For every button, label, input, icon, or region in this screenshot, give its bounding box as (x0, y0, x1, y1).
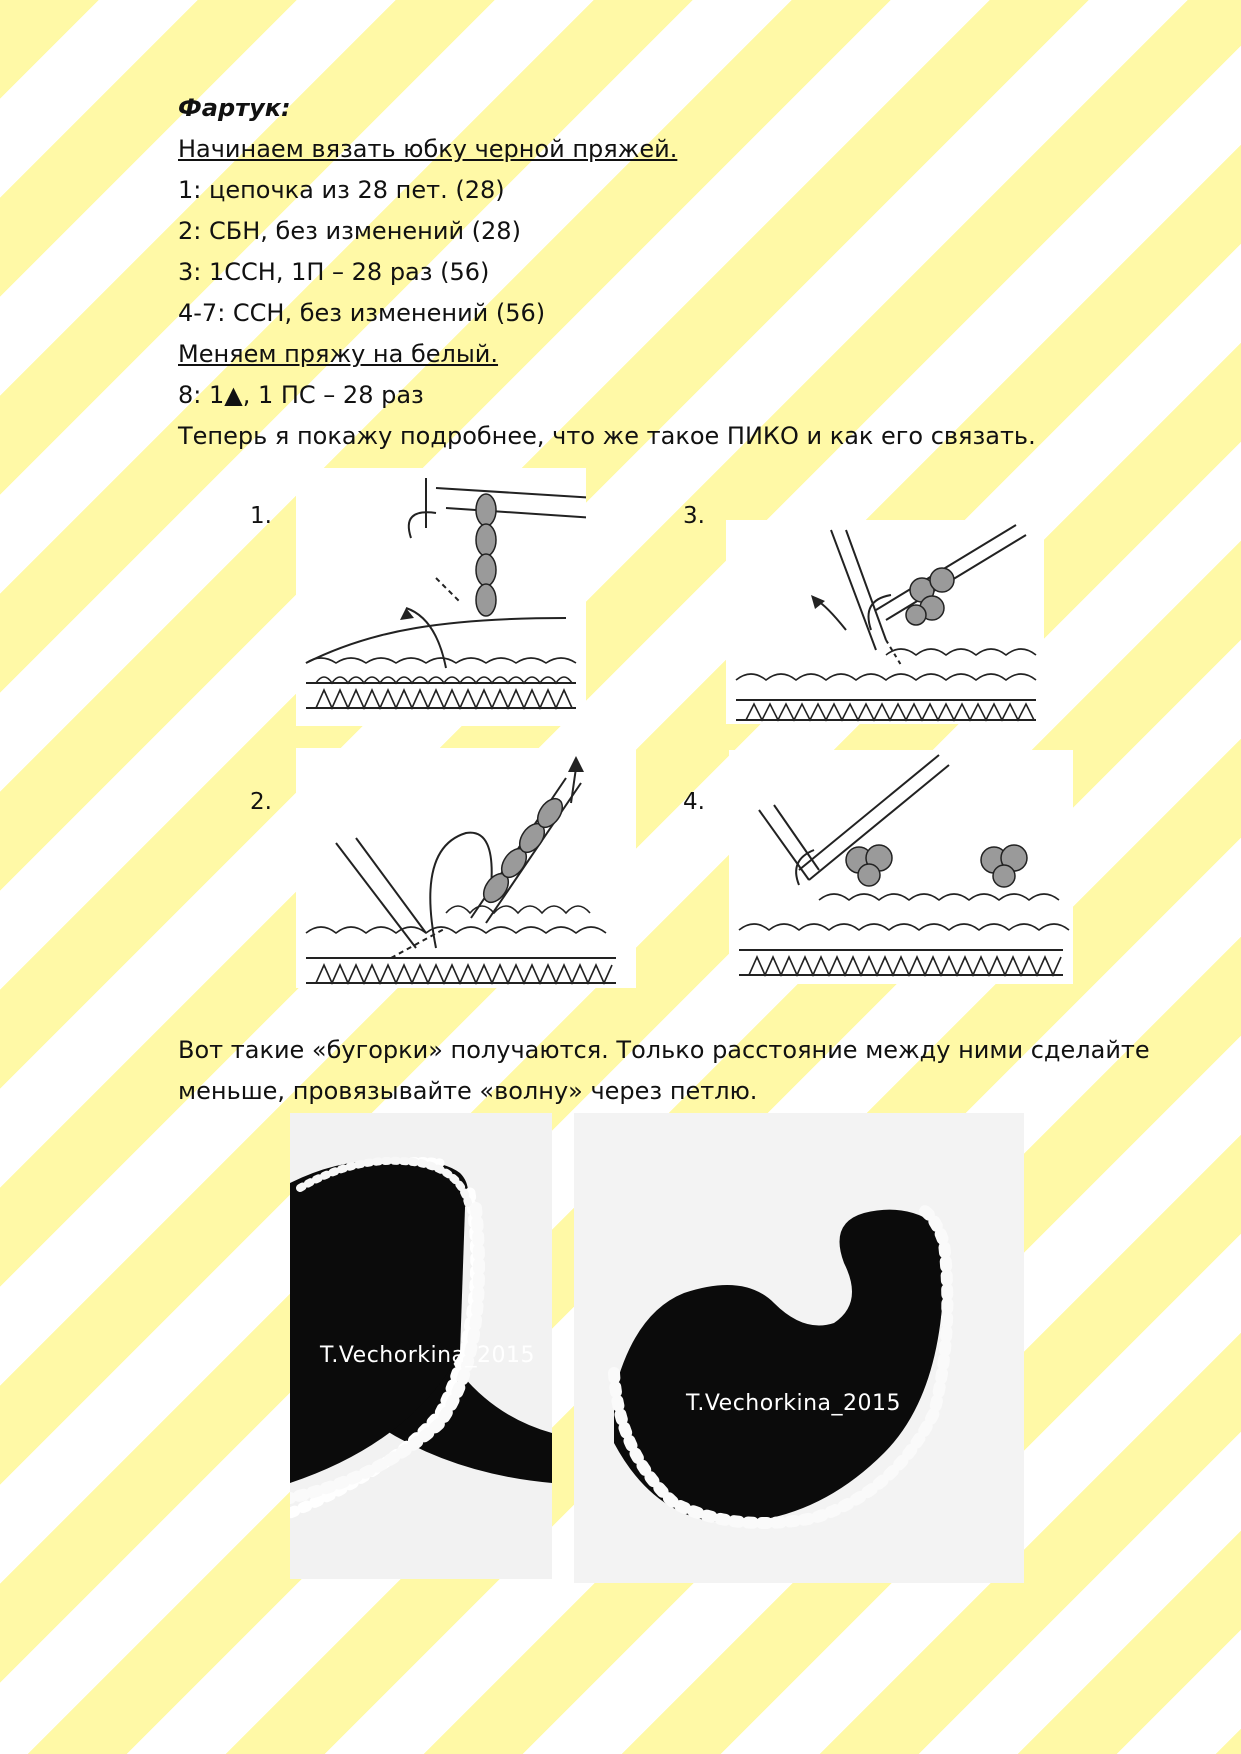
section-title: Фартук: (178, 94, 291, 122)
caption-line: меньше, провязывайте «волну» через петлю. (178, 1077, 758, 1105)
diagram-step-4 (729, 750, 1073, 984)
instruction-line: 4-7: ССН, без изменений (56) (178, 299, 546, 327)
photo-caption (178, 1030, 1150, 1112)
diagram-step-1 (296, 468, 586, 726)
instruction-line: Меняем пряжу на белый. (178, 340, 499, 368)
instruction-line: Теперь я покажу подробнее, что же такое ПИКО и как его связать. (178, 422, 1036, 450)
watermark: T.Vechorkina_2015 (686, 1391, 902, 1416)
instructions (178, 88, 1036, 457)
photo-apron-closeup (290, 1113, 552, 1579)
instruction-line: 3: 1ССН, 1П – 28 раз (56) (178, 258, 490, 286)
step-number: 3. (683, 503, 705, 529)
diagram-step-2 (296, 748, 636, 988)
step-number: 4. (683, 789, 705, 815)
caption-line: Вот такие «бугорки» получаются. Только расстояние между ними сделайте (178, 1036, 1150, 1064)
instruction-line: 2: СБН, без изменений (28) (178, 217, 521, 245)
watermark: T.Vechorkina_2015 (320, 1343, 536, 1368)
step-number: 2. (250, 789, 272, 815)
photo-apron-full (574, 1113, 1024, 1583)
instruction-line: Начинаем вязать юбку черной пряжей. (178, 135, 678, 163)
instruction-line: 1: цепочка из 28 пет. (28) (178, 176, 505, 204)
instruction-line: 8: 1▲, 1 ПС – 28 раз (178, 381, 424, 409)
step-number: 1. (250, 503, 272, 529)
diagram-step-3 (726, 520, 1044, 724)
